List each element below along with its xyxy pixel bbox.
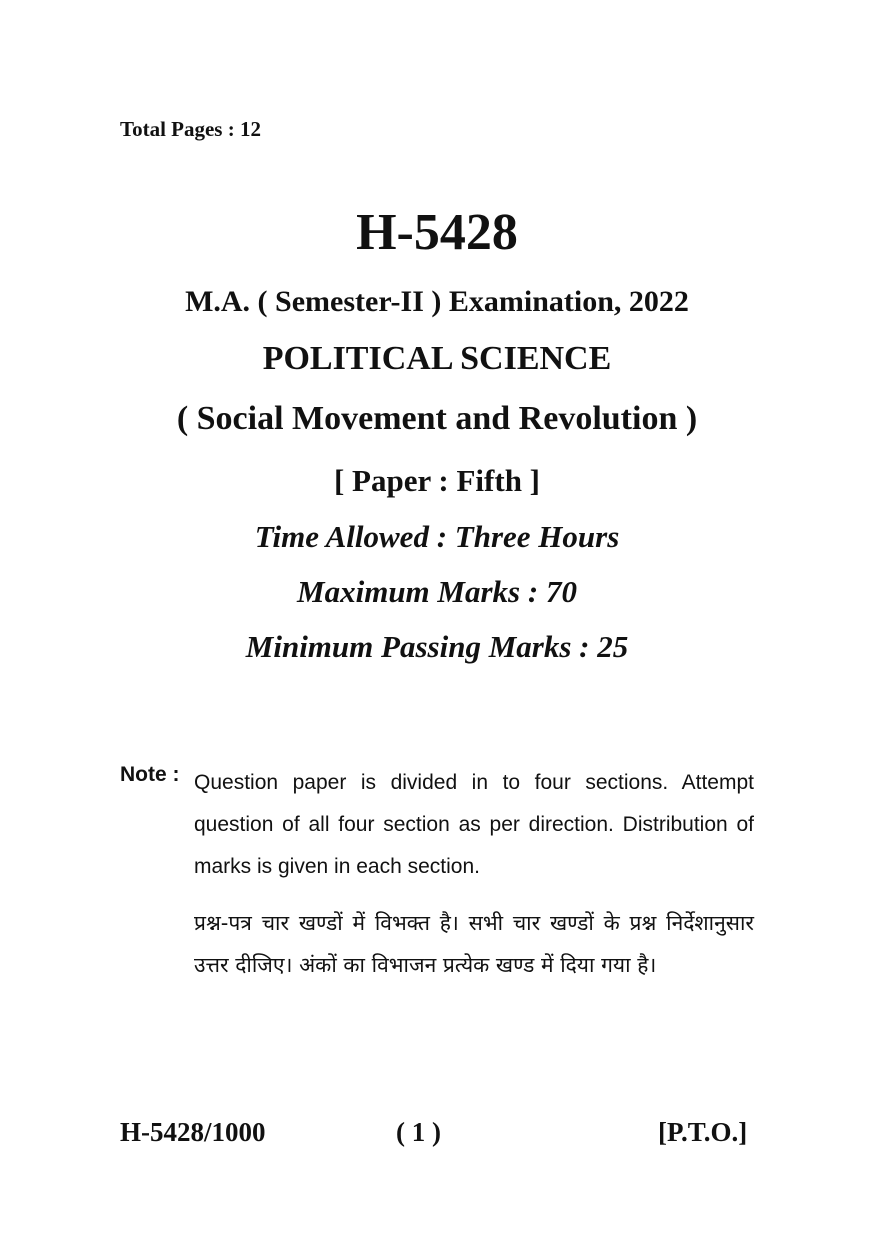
paper-number: [ Paper : Fifth ] — [333, 463, 541, 498]
exam-title: M.A. ( Semester-II ) Examination, 2022 — [185, 285, 689, 318]
footer-paper-code: H-5428/1000 — [120, 1117, 266, 1147]
total-pages: Total Pages : 12 — [120, 117, 261, 141]
time-allowed: Time Allowed : Three Hours — [254, 519, 620, 554]
maximum-marks: Maximum Marks : 70 — [297, 574, 577, 609]
paper-subtitle: ( Social Movement and Revolution ) — [176, 400, 698, 437]
note-label: Note : — [120, 763, 180, 786]
footer-page-number: ( 1 ) — [396, 1117, 441, 1147]
footer-pto: [P.T.O.] — [658, 1117, 748, 1147]
minimum-passing-marks: Minimum Passing Marks : 25 — [245, 629, 629, 664]
note-english: Question paper is divided in to four sections. Attempt question of all four section as per direction. Distribution of marks is given in each section. — [194, 771, 754, 878]
note-hindi: प्रश्न-पत्र चार खण्डों में विभक्त है। सभी चार खण्डों के प्रश्न निर्देशानुसार उत्तर दीजिए। अंकों का विभाजन प्रत्येक खण्ड में दिया गया है। — [194, 911, 754, 977]
paper-code: H-5428 — [356, 204, 518, 261]
subject-title: POLITICAL SCIENCE — [262, 340, 612, 377]
